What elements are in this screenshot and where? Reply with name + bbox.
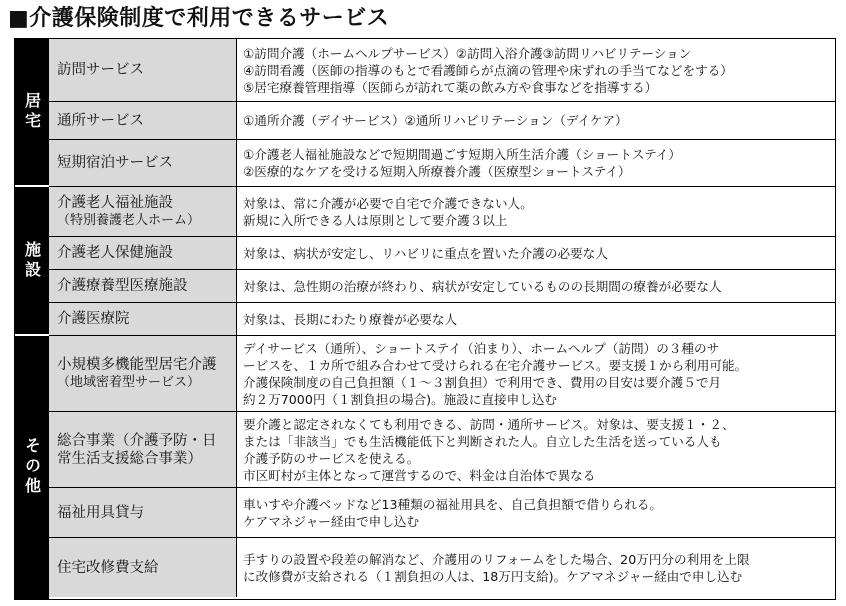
- category-facility: [15, 187, 49, 336]
- page-title: ■介護保険制度で利用できるサービス: [8, 6, 390, 31]
- service-description: デイサービス（通所）、ショートステイ（泊まり）、ホームヘルプ（訪問）の３種のサ ービスを、１カ所で組み合わせて受けられる在宅介護サービス。要支援１から利用可能。 介護保険制度の自己負担額（１〜３割負担）で利用でき、費用の目安は要介護５で月 約２万7000円（１割負担の場合)。施設に直接申し込む: [243, 340, 748, 407]
- table-row: [49, 102, 835, 140]
- service-name: 短期宿泊サービス: [49, 140, 237, 186]
- table-row: [49, 412, 835, 488]
- service-description: 対象は、常に介護が必要で自宅で介護できない人。 新規に入所できる人は原則として要介護３以上: [243, 195, 533, 228]
- service-description: 対象は、病状が安定し、リハビリに重点を置いた介護の必要な人: [243, 245, 608, 261]
- service-name: 介護老人保健施設: [49, 237, 237, 269]
- table-row: [49, 303, 835, 336]
- service-description: 手すりの設置や段差の解消など、介護用のリフォームをした場合、20万円分の利用を上限 に改修費が支給される（１割負担の人は、18万円支給)。ケアマネジャー経由で申し込む: [243, 551, 750, 584]
- service-name: 住宅改修費支給: [49, 538, 237, 597]
- service-description: ①通所介護（デイサービス）②通所リハビリテーション（デイケア）: [243, 113, 628, 128]
- table-row: [49, 488, 835, 538]
- table-row: [49, 270, 835, 303]
- service-description: 車いすや介護ベッドなど13種類の福祉用具を、自己負担額で借りられる。 ケアマネジャー経由で申し込む: [243, 496, 663, 529]
- table-row: [49, 538, 835, 597]
- service-description: 対象は、急性期の治療が終わり、病状が安定しているものの長期間の療養が必要な人: [243, 278, 722, 294]
- service-name: 福祉用具貸与: [49, 488, 237, 537]
- category-label: 居宅: [22, 92, 42, 132]
- service-description: ①訪問介護（ホームヘルプサービス）②訪問入浴介護③訪問リハビリテーション ④訪問看護（医師の指導のもとで看護師らが点滴の管理や床ずれの手当てなどをする） ⑤居宅療養管理指導（医師らが訪れて薬の飲み方や食事などを指導する）: [243, 45, 733, 95]
- category-label: その他: [22, 437, 42, 497]
- service-name: 訪問サービス: [49, 39, 237, 101]
- category-other: [15, 336, 49, 598]
- category-column: [15, 39, 49, 599]
- table-row: [49, 187, 835, 237]
- table-row: [49, 39, 835, 102]
- table-row: [49, 237, 835, 270]
- table-row: [49, 140, 835, 187]
- category-label: 施設: [22, 240, 42, 281]
- services-table: [14, 38, 836, 600]
- service-name: 総合事業（介護予防・日 常生活支援総合事業）: [49, 412, 237, 487]
- category-home: [15, 39, 49, 187]
- service-name: 通所サービス: [49, 102, 237, 139]
- service-rows: [49, 39, 835, 599]
- service-description: ①介護老人福祉施設などで短期間過ごす短期入所生活介護（ショートステイ） ②医療的なケアを受ける短期入所療養介護（医療型ショートステイ）: [243, 147, 681, 179]
- service-description: 対象は、長期にわたり療養が必要な人: [243, 311, 458, 327]
- service-name: 介護療養型医療施設: [49, 270, 237, 302]
- service-name: 介護医療院: [49, 303, 237, 335]
- service-name: 介護老人福祉施設 （特別養護老人ホーム）: [49, 187, 237, 236]
- table-row: [49, 336, 835, 412]
- service-name: 小規模多機能型居宅介護 （地域密着型サービス）: [49, 336, 237, 411]
- service-description: 要介護と認定されなくても利用できる、訪問・通所サービス。対象は、要支援１・２、 または「非該当」でも生活機能低下と判断された人。自立した生活を送っている人も 介護予防のサービスを使える。 市区町村が主体となって運営するので、料金は自治体で異なる: [243, 416, 735, 483]
